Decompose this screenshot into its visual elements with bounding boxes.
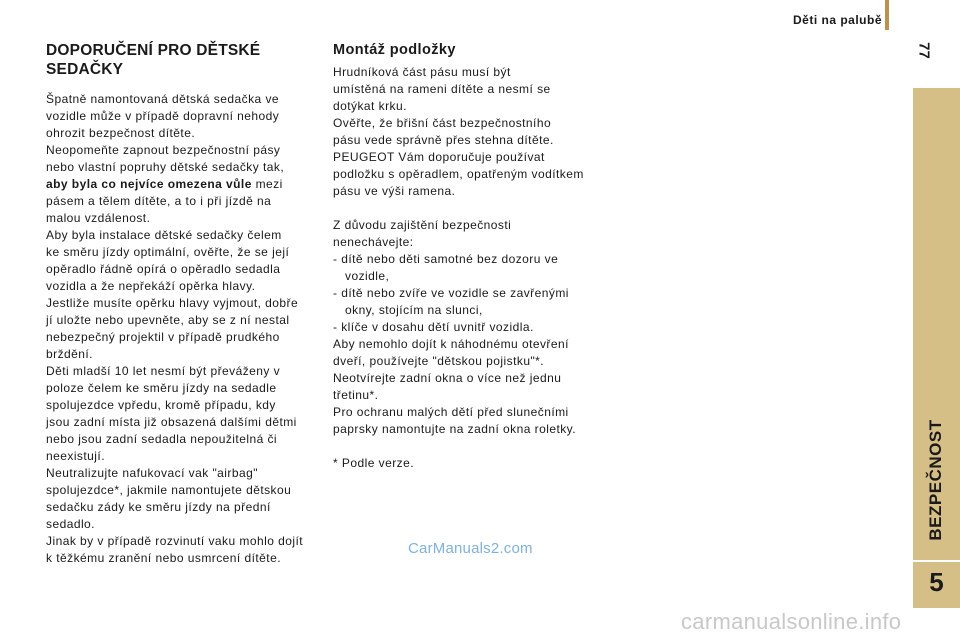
text-line: Jestliže musíte opěrku hlavy vyjmout, dobře [46, 296, 299, 310]
right-column [333, 41, 613, 472]
text-line: Hrudníková část pásu musí být [333, 65, 511, 79]
text-line: Neopomeňte zapnout bezpečnostní pásy [46, 143, 281, 157]
text-line: nebezpečný projektil v případě prudkého [46, 330, 280, 344]
text-line: sedačku zády ke směru jízdy na přední [46, 500, 271, 514]
text-line: spolujezdce vpředu, kromě případu, kdy [46, 398, 276, 412]
chapter-tab-label: BEZPEČNOST [926, 419, 945, 541]
text-line: Pro ochranu malých dětí před slunečními [333, 405, 569, 419]
list-item: - klíče v dosahu dětí uvnitř vozidla. [333, 320, 534, 334]
text-line: podložku s opěradlem, opatřeným vodítkem [333, 167, 584, 181]
chapter-number: 5 [929, 567, 944, 597]
watermark-carmanualsonline: carmanualsonline.info [681, 609, 902, 634]
text-line: Jinak by v případě rozvinutí vaku mohlo dojít [46, 534, 304, 548]
text-line: vozidle může v případě dopravní nehody [46, 109, 280, 123]
text-line: ohrozit bezpečnost dítěte. [46, 126, 196, 140]
text-line: pásu ve výši ramena. [333, 184, 456, 198]
text-line: dveří, používejte "dětskou pojistku"*. [333, 354, 545, 368]
right-body-text [333, 64, 613, 472]
page-header-title: Děti na palubě [792, 13, 882, 27]
text-line: Ověřte, že břišní část bezpečnostního [333, 116, 552, 130]
text-line: opěradlo řádně opírá o opěradlo sedadla [46, 262, 281, 276]
list-item-continuation: vozidle, [345, 269, 390, 283]
text-line: dotýkat krku. [333, 99, 407, 113]
text-line: pásu vede správně přes stehna dítěte. [333, 133, 554, 147]
text-line: Neotvírejte zadní okna o více než jednu [333, 371, 562, 385]
text-line: neexistují. [46, 449, 105, 463]
paragraph-spacer [333, 438, 613, 455]
watermark-carmanuals2: CarManuals2.com [408, 540, 533, 557]
heading-line: DOPORUČENÍ PRO DĚTSKÉ [46, 42, 261, 59]
text-line: třetinu*. [333, 388, 379, 402]
text-line: spolujezdce*, jakmile namontujete dětskou [46, 483, 292, 497]
text-line: malou vzdálenost. [46, 211, 151, 225]
text-line: umístěná na rameni dítěte a nesmí se [333, 82, 551, 96]
text-line: poloze čelem ke směru jízdy na sedadle [46, 381, 277, 395]
text-line: k těžkému zranění nebo usmrcení dítěte. [46, 551, 281, 565]
text-line: pásem a tělem dítěte, a to i při jízdě na [46, 194, 272, 208]
text-line: nebo vlastní popruhy dětské sedačky tak, [46, 160, 285, 174]
text-line: nenechávejte: [333, 235, 414, 249]
text-line: jí uložte nebo upevněte, aby se z ní nestal [46, 313, 290, 327]
text-line-with-emphasis [46, 176, 321, 193]
section-heading-booster-seat: Montáž podložky [333, 42, 456, 58]
paragraph-spacer [333, 200, 613, 217]
text-line: Z důvodu zajištění bezpečnosti [333, 218, 512, 232]
left-body-text [46, 91, 321, 567]
text-line: Aby byla instalace dětské sedačky čelem [46, 228, 282, 242]
text-line: nebo jsou zadní sedadla nepoužitelná či [46, 432, 278, 446]
list-item: - dítě nebo zvíře ve vozidle se zavřenými [333, 286, 569, 300]
section-heading-child-seats [46, 41, 321, 79]
page-number: 77 [915, 42, 933, 59]
text-line: sedadlo. [46, 517, 95, 531]
list-item: - dítě nebo děti samotné bez dozoru ve [333, 252, 559, 266]
heading-line: SEDAČKY [46, 61, 124, 78]
text-after-emphasis: mezi [251, 177, 283, 191]
text-line: Aby nemohlo dojít k náhodnému otevření [333, 337, 569, 351]
header-accent-bar [885, 0, 889, 30]
text-line: Děti mladší 10 let nesmí být převáženy v [46, 364, 281, 378]
footnote: * Podle verze. [333, 456, 415, 470]
text-line: ke směru jízdy optimální, ověřte, že se její [46, 245, 290, 259]
left-column [46, 41, 321, 567]
text-line: paprsky namontujte na zadní okna roletky. [333, 422, 577, 436]
list-item-continuation: okny, stojícím na slunci, [345, 303, 483, 317]
text-line: jsou zadní místa již obsazená dalšími dětmi [46, 415, 297, 429]
emphasis-text: aby byla co nejvíce omezena vůle [46, 177, 252, 191]
text-line: Špatně namontovaná dětská sedačka ve [46, 92, 280, 106]
text-line: Neutralizujte nafukovací vak "airbag" [46, 466, 258, 480]
text-line: vozidla a že nepřekáží opěrka hlavy. [46, 279, 256, 293]
text-line: brždění. [46, 347, 93, 361]
text-line: PEUGEOT Vám doporučuje používat [333, 150, 545, 164]
